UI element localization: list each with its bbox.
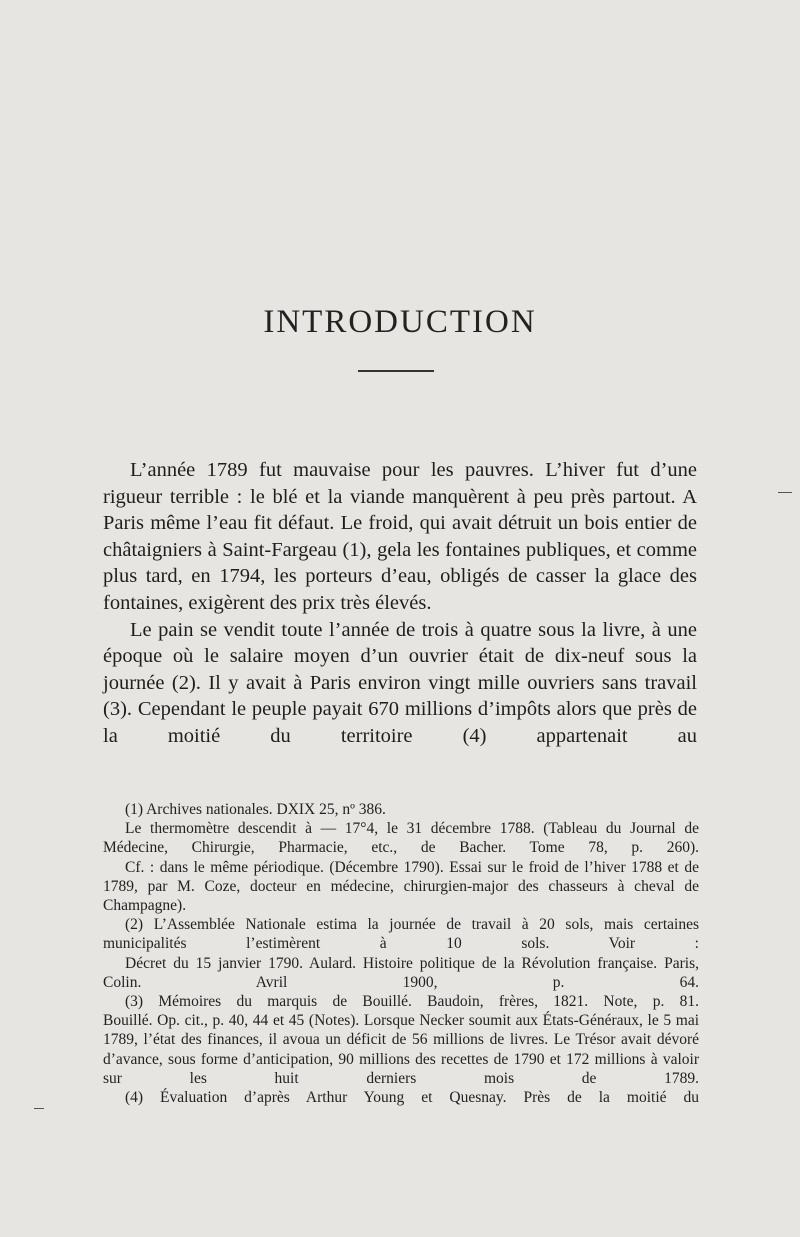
paragraph: Le pain se vendit toute l’année de trois à quatre sous la livre, à une époque où le salaire moyen d’un ouvrier était de dix-neuf sous la journée (2). Il y avait à Paris environ vingt mille ouvriers sans travail (3). Cependant le peuple payait 670 millions d’impôts alors que près de la moitié du territoire (4) appartenait au — [103, 618, 697, 747]
footnote: (3) Mémoires du marquis de Bouillé. Baudoin, frères, 1821. Note, p. 81. — [125, 993, 699, 1011]
footnote: (1) Archives nationales. DXIX 25, nº 386. — [125, 801, 386, 818]
footnote: (2) L’Assemblée Nationale estima la journée de travail à 20 sols, mais certaines municipalités l’estimèrent à 10 sols. Voir : — [103, 916, 699, 953]
footnote: Cf. : dans le même périodique. (Décembre 1790). Essai sur le froid de l’hiver 1788 et de 1789, par M. Coze, docteur en médecine, chirurgien-major des chasseurs à cheval de Champagne). — [103, 858, 699, 915]
title-rule — [358, 370, 434, 372]
margin-mark — [34, 1108, 44, 1109]
main-text — [103, 457, 697, 750]
footnote: (4) Évaluation d’après Arthur Young et Quesnay. Près de la moitié du — [125, 1089, 699, 1107]
footnote: Bouillé. Op. cit., p. 40, 44 et 45 (Notes). Lorsque Necker soumit aux États-Généraux, le 5 mai 1789, l’état des finances, il avoua un déficit de 56 millions de livres. Le Trésor avait dévoré d’avance, sous forme d’anticipation, 90 millions des recettes de 1790 et 172 millions à valoir sur les huit derniers mois de 1789. — [103, 1012, 699, 1087]
footnotes — [103, 800, 699, 1107]
footnote: Décret du 15 janvier 1790. Aulard. Histoire politique de la Révolution française. Paris, Colin. Avril 1900, p. 64. — [103, 954, 699, 991]
footnote: Le thermomètre descendit à — 17°4, le 31 décembre 1788. (Tableau du Journal de Médecine, Chirurgie, Pharmacie, etc., de Bacher. Tome 78, p. 260). — [103, 820, 699, 857]
margin-mark — [778, 492, 792, 493]
chapter-title: INTRODUCTION — [263, 304, 537, 341]
paragraph: L’année 1789 fut mauvaise pour les pauvres. L’hiver fut d’une rigueur terrible : le blé et la viande manquèrent à peu près partout. A Paris même l’eau fit défaut. Le froid, qui avait détruit un bois entier de châtaigniers à Saint-Fargeau (1), gela les fontaines publiques, et comme plus tard, en 1794, les porteurs d’eau, obligés de casser la glace des fontaines, exigèrent des prix très élevés. — [103, 459, 697, 614]
